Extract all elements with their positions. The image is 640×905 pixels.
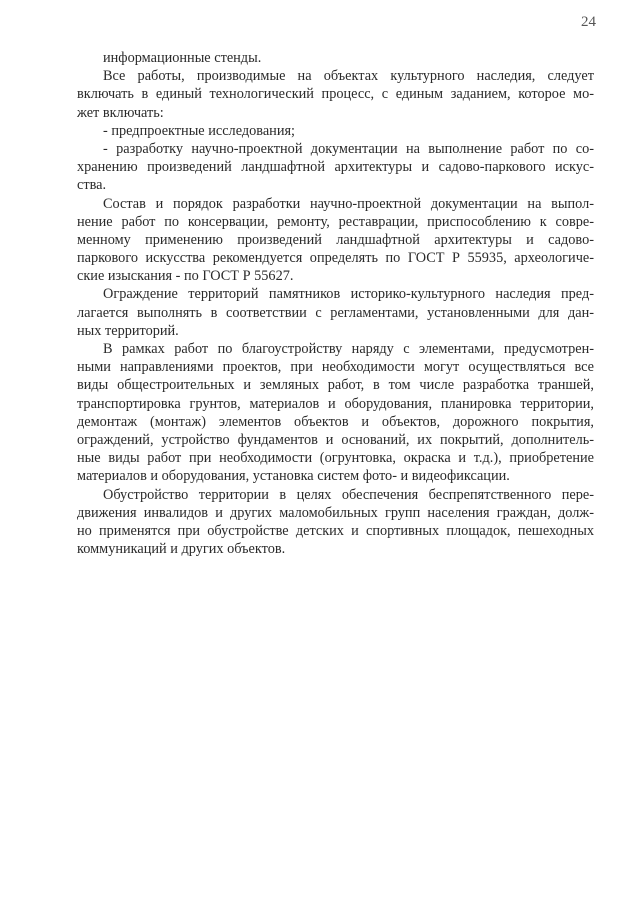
list-item: - предпроектные исследования; bbox=[103, 122, 296, 139]
document-body bbox=[77, 49, 594, 558]
text-line: ства. bbox=[77, 177, 107, 194]
text-line: демонтаж (монтаж) элементов объектов и объектов, дорожного покрытия, bbox=[77, 413, 594, 430]
text-line: менному применению произведений ландшафтной архитектуры и садово- bbox=[77, 231, 594, 248]
text-line: ские изыскания - по ГОСТ Р 55627. bbox=[77, 268, 294, 285]
text-line: ограждений, устройство фундаментов и оснований, их покрытий, дополнитель- bbox=[77, 431, 594, 448]
text-line: Обустройство территории в целях обеспечения беспрепятственного пере- bbox=[103, 486, 594, 503]
text-line: лагается выполнять в соответствии с регламентами, установленными для дан- bbox=[77, 304, 594, 321]
text-line: В рамках работ по благоустройству наряду с элементами, предусмотрен- bbox=[103, 341, 594, 357]
text-line: коммуникаций и других объектов. bbox=[77, 541, 286, 558]
text-line: но применятся при обустройстве детских и спортивных площадок, пешеходных bbox=[77, 522, 594, 539]
text-line: виды общестроительных и земляных работ, в том числе разработка траншей, bbox=[77, 377, 594, 394]
text-line: Все работы, производимые на объектах культурного наследия, следует bbox=[103, 68, 594, 85]
text-line: движения инвалидов и других маломобильных групп населения граждан, долж- bbox=[77, 504, 594, 521]
text-line: включать в единый технологический процесс, с единым заданием, которое мо- bbox=[77, 86, 594, 103]
page-number: 24 bbox=[581, 14, 596, 30]
text-line: жет включать: bbox=[77, 104, 164, 121]
text-line: хранению произведений ландшафтной архитектуры и садово-паркового искус- bbox=[77, 159, 594, 176]
text-line: транспортировка грунтов, материалов и оборудования, планировка территории, bbox=[77, 395, 594, 412]
text-line: информационные стенды. bbox=[103, 50, 262, 66]
text-line: Ограждение территорий памятников историко-культурного наследия пред- bbox=[103, 286, 594, 303]
text-line: Состав и порядок разработки научно-проектной документации на выпол- bbox=[103, 195, 594, 212]
text-line: нение работ по консервации, ремонту, реставрации, приспособлению к совре- bbox=[77, 213, 594, 230]
text-line: паркового искусства рекомендуется определять по ГОСТ Р 55935, археологиче- bbox=[77, 250, 594, 267]
list-item: - разработку научно-проектной документации на выполнение работ по со- bbox=[103, 140, 594, 157]
text-line: ными направлениями проектов, при необходимости могут осуществляться все bbox=[77, 359, 594, 376]
text-line: ные виды работ при необходимости (огрунтовка, окраска и т.д.), приобретение bbox=[77, 450, 594, 467]
text-line: материалов и оборудования, установка систем фото- и видеофиксации. bbox=[77, 468, 510, 485]
text-line: ных территорий. bbox=[77, 322, 179, 339]
